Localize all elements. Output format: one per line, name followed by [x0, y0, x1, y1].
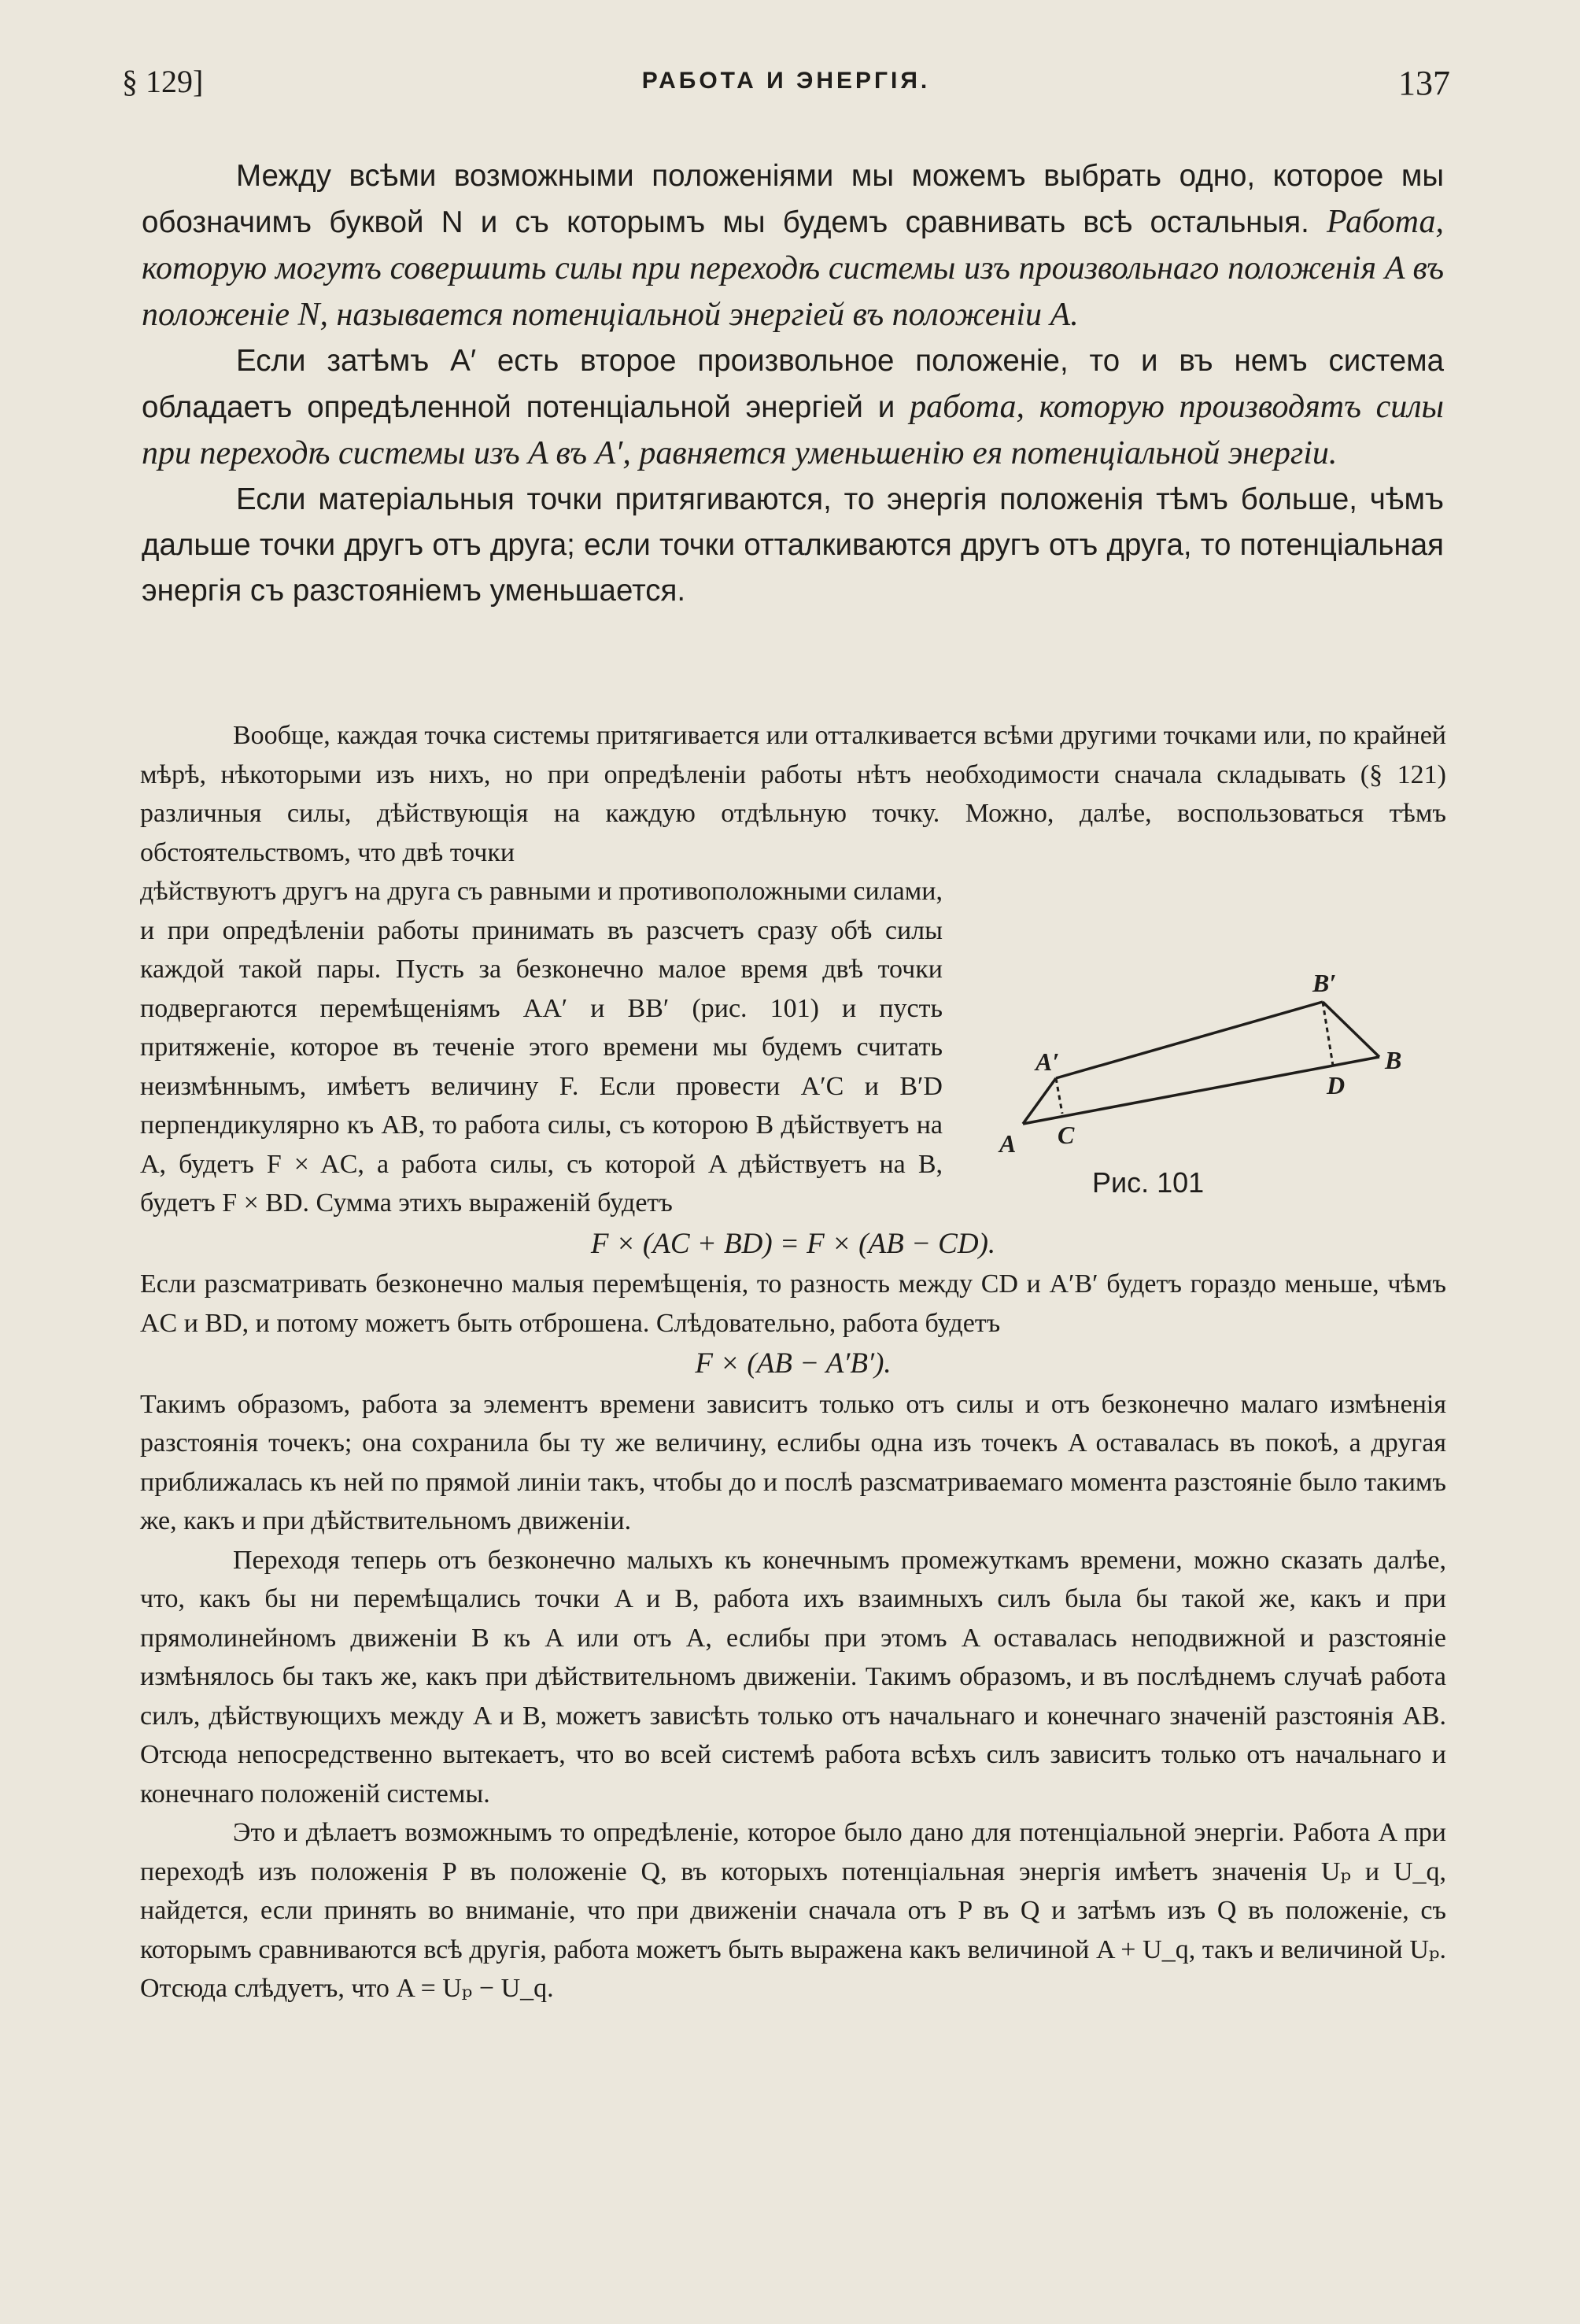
paragraph-potential-energy-definition: Это и дѣлаетъ возможнымъ то опредѣленіе, которое было дано для потенціальной энергіи. Работа A при переходѣ изъ положенія P въ положеніе Q, въ которыхъ потенціальная энергія имѣетъ значенія Uₚ и U_q, найдется, если принять во вниманіе, что при движеніи сначала отъ P въ Q и затѣмъ изъ Q въ положеніе, съ которымъ сравниваются всѣ другія, работа можетъ быть выражена какъ величиной A + U_q, такъ и величиной Uₚ. Отсюда слѣдуетъ, что A = Uₚ − U_q. — [140, 1818, 1446, 2003]
figure-101-drawing — [974, 872, 1446, 1155]
paragraph-element-of-time: Такимъ образомъ, работа за элементъ времени зависитъ только отъ силы и отъ безконечно малаго измѣненія разстоянія точекъ; она сохранила бы ту же величину, еслибы одна изъ точекъ A оставалась въ покоѣ, а другая приближалась къ ней по прямой линіи такъ, чтобы до и послѣ разсматриваемаго момента разстояніе было такимъ же, какъ и при дѣйствительномъ движеніи. — [140, 1389, 1446, 1535]
section-number: § 129] — [122, 64, 204, 99]
paragraph-attraction: Если матеріальныя точки притягиваются, то энергія положенія тѣмъ больше, чѣмъ дальше точки другъ отъ друга; если точки отталкиваются другъ отъ друга, то потенціальная энергія съ разстояніемъ уменьшается. — [142, 482, 1444, 608]
paragraph-pair-forces: дѣйствуютъ другъ на друга съ равными и противоположными силами, и при опредѣленіи работы принимать въ разсчетъ сразу обѣ силы каждой такой пары. Пусть за безконечно малое время двѣ точки подвергаются перемѣщеніямъ AA′ и BB′ (рис. 101) и пусть притяженіе, которое въ теченіе этого времени мы будемъ считать неизмѣннымъ, имѣетъ величину F. Если провести A′C и B′D перпендикулярно къ AB, то работа силы, съ которою B дѣйствуетъ на A, будетъ F × AC, а работа силы, съ которой A дѣйствуетъ на B, будетъ F × BD. Сумма этихъ выраженій будетъ — [140, 877, 943, 1217]
label-b-prime: B′ — [1312, 969, 1337, 997]
running-title: РАБОТА И ЭНЕРГІЯ. — [641, 68, 931, 94]
paragraph-second-plain: Если затѣмъ A′ есть второе произвольное положеніе, то и въ немъ система обладаетъ опредѣленной потенціальной энергіей и — [142, 344, 1444, 424]
label-c: C — [1058, 1121, 1075, 1149]
equation-work-element: F × (AB − A′B′). — [695, 1347, 892, 1380]
segment-aa-prime — [1023, 1078, 1056, 1124]
paragraph-definition-italic: Работа, которую могутъ совершить силы при переходѣ системы изъ произвольнаго положенія A въ положеніе N, называется потенціальной энергіей въ положеніи A. — [142, 204, 1444, 333]
label-a: A — [999, 1129, 1017, 1155]
label-a-prime: A′ — [1035, 1047, 1060, 1076]
paragraph-second-italic: работа, которую производятъ силы при переходѣ системы изъ A въ A′, равняется уменьшенію ея потенціальной энергіи. — [142, 389, 1444, 471]
figure-caption: Рис. 101 — [1092, 1166, 1205, 1199]
perpendicular-a-prime-c — [1056, 1078, 1062, 1114]
paragraph-finite-intervals: Переходя теперь отъ безконечно малыхъ къ конечнымъ промежуткамъ времени, можно сказать далѣе, что, какъ бы ни перемѣщались точки A и B, работа ихъ взаимныхъ силъ была бы такой же, какъ и при прямолинейномъ движеніи B къ A или отъ A, еслибы при этомъ A оставалась неподвижной и разстояніе измѣнялось бы такъ же, какъ при дѣйствительномъ движеніи. Такимъ образомъ, и въ послѣднемъ случаѣ работа силъ, дѣйствующихъ между A и B, можетъ зависѣть только отъ начальнаго и конечнаго значеній разстоянія AB. Отсюда непосредственно вытекаетъ, что во всей системѣ работа всѣхъ силъ зависитъ только отъ начальнаго и конечнаго положеній системы. — [140, 1545, 1446, 1809]
label-d: D — [1327, 1071, 1346, 1099]
large-text-block — [142, 153, 1444, 614]
paragraph-general: Вообще, каждая точка системы притягивается или отталкивается всѣми другими точками или, по крайней мѣрѣ, нѣкоторыми изъ нихъ, но при опредѣленіи работы нѣтъ необходимости сначала складывать (§ 121) различныя силы, дѣйствующія на каждую отдѣльную точку. Можно, далѣе, воспользоваться тѣмъ обстоятельствомъ, что двѣ точки — [140, 721, 1446, 867]
paragraph-definition-plain: Между всѣми возможными положеніями мы можемъ выбрать одно, которое мы обозначимъ буквой N и съ которымъ мы будемъ сравнивать всѣ остальныя. — [142, 159, 1444, 239]
paragraph-definition — [142, 153, 1444, 338]
page-header — [122, 63, 1450, 110]
paragraph-infinitesimal: Если разсматривать безконечно малыя перемѣщенія, то разность между CD и A′B′ будетъ гораздо меньше, чѣмъ AC и BD, и потому можетъ быть отброшена. Слѣдовательно, работа будетъ — [140, 1269, 1446, 1338]
figure-101 — [974, 872, 1446, 1203]
small-text-block — [140, 716, 1446, 2008]
equation-work-sum: F × (AC + BD) = F × (AB − CD). — [590, 1227, 996, 1260]
paragraph-second-position — [142, 338, 1444, 477]
segment-a-prime-b-prime — [1056, 1002, 1323, 1078]
label-b: B — [1385, 1046, 1402, 1074]
page-number: 137 — [1398, 64, 1450, 102]
